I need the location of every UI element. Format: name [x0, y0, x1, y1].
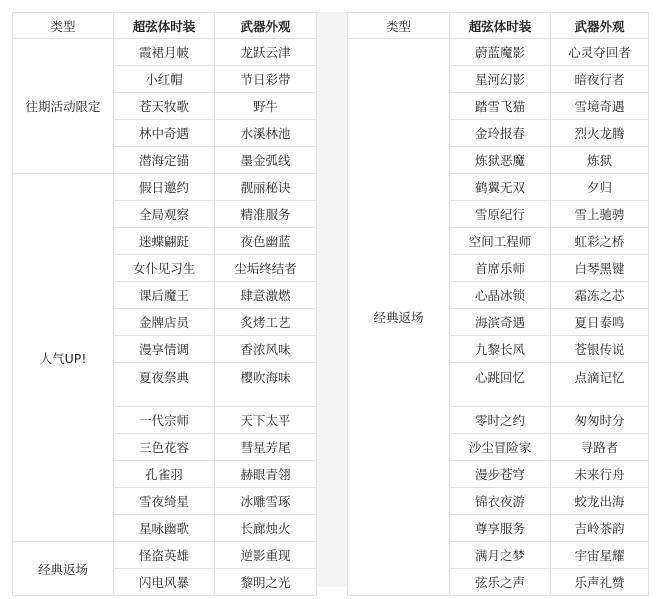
weapon-cell: 夜色幽蓝 [215, 228, 317, 255]
costume-cell: 漫步苍穹 [450, 461, 551, 488]
weapon-cell: 雪境奇遇 [551, 93, 649, 120]
weapon-cell: 夏日泰鸣 [551, 309, 649, 336]
weapon-cell: 蛟龙出海 [551, 488, 649, 515]
costume-cell: 金牌店员 [114, 309, 215, 336]
weapon-cell: 逆影重现 [215, 542, 317, 569]
right-table [347, 12, 649, 596]
costume-cell: 锦衣夜游 [450, 488, 551, 515]
weapon-cell: 雪上驰骋 [551, 201, 649, 228]
type-cell: 经典返场 [348, 39, 450, 596]
table-row [13, 542, 317, 569]
costume-cell: 一代宗师 [114, 407, 215, 434]
weapon-cell: 精准服务 [215, 201, 317, 228]
weapon-cell: 宇宙星耀 [551, 542, 649, 569]
costume-cell: 尊享服务 [450, 515, 551, 542]
table-row [13, 174, 317, 201]
weapon-cell: 虹彩之桥 [551, 228, 649, 255]
table-gap [316, 12, 347, 587]
weapon-cell: 尘垢终结者 [215, 255, 317, 282]
type-cell: 人气UP! [13, 174, 114, 542]
costume-cell: 小红帽 [114, 66, 215, 93]
costume-cell: 星咏幽歌 [114, 515, 215, 542]
table-row [348, 39, 649, 66]
costume-cell: 鹤翼无双 [450, 174, 551, 201]
costume-cell: 雪夜绮星 [114, 488, 215, 515]
costume-cell: 潜海定锚 [114, 147, 215, 174]
costume-cell: 心晶冰锁 [450, 282, 551, 309]
left-table [12, 12, 317, 596]
header-costume: 超弦体时装 [114, 13, 215, 39]
weapon-cell: 炙烤工艺 [215, 309, 317, 336]
costume-cell: 零时之约 [450, 407, 551, 434]
weapon-cell: 赫眼青翎 [215, 461, 317, 488]
costume-cell: 空间工程师 [450, 228, 551, 255]
header-weapon: 武器外观 [551, 13, 649, 39]
weapon-cell: 未来行舟 [551, 461, 649, 488]
left-table-body [13, 39, 317, 596]
weapon-cell: 乐声礼赞 [551, 569, 649, 596]
costume-cell: 林中奇遇 [114, 120, 215, 147]
weapon-cell: 彗星芳尾 [215, 434, 317, 461]
costume-cell: 闪电风暴 [114, 569, 215, 596]
weapon-cell: 香浓风味 [215, 336, 317, 363]
header-weapon: 武器外观 [215, 13, 317, 39]
weapon-cell: 靓丽秘诀 [215, 174, 317, 201]
weapon-cell: 长廊烛火 [215, 515, 317, 542]
weapon-cell: 霜冻之芯 [551, 282, 649, 309]
weapon-cell: 点滴记忆 [551, 363, 649, 407]
costume-cell: 海滨奇遇 [450, 309, 551, 336]
costume-cell: 沙尘冒险家 [450, 434, 551, 461]
costume-cell: 踏雪飞猫 [450, 93, 551, 120]
table-row [13, 39, 317, 66]
costume-cell: 弦乐之声 [450, 569, 551, 596]
costume-cell: 假日邀约 [114, 174, 215, 201]
costume-cell: 三色花容 [114, 434, 215, 461]
weapon-cell: 天下太平 [215, 407, 317, 434]
costume-cell: 蔚蓝魔影 [450, 39, 551, 66]
costume-cell: 怪盗英雄 [114, 542, 215, 569]
costume-cell: 首席乐师 [450, 255, 551, 282]
costume-cell: 漫享情调 [114, 336, 215, 363]
costume-cell: 女仆见习生 [114, 255, 215, 282]
weapon-cell: 黎明之光 [215, 569, 317, 596]
type-cell: 往期活动限定 [13, 39, 114, 174]
weapon-cell: 水溪林池 [215, 120, 317, 147]
costume-cell: 满月之梦 [450, 542, 551, 569]
costume-cell: 金玲报春 [450, 120, 551, 147]
header-type: 类型 [348, 13, 450, 39]
weapon-cell: 节日彩带 [215, 66, 317, 93]
type-cell: 经典返场 [13, 542, 114, 596]
costume-cell: 心跳回忆 [450, 363, 551, 407]
costume-cell: 星河幻影 [450, 66, 551, 93]
costume-cell: 雪原纪行 [450, 201, 551, 228]
weapon-cell: 龙跃云津 [215, 39, 317, 66]
weapon-cell: 樱吹海味 [215, 363, 317, 407]
right-header-row [348, 13, 649, 39]
costume-cell: 迷蝶翩跹 [114, 228, 215, 255]
weapon-cell: 暗夜行者 [551, 66, 649, 93]
weapon-cell: 苍银传说 [551, 336, 649, 363]
costume-cell: 九黎长风 [450, 336, 551, 363]
weapon-cell: 匆匆时分 [551, 407, 649, 434]
left-header-row [13, 13, 317, 39]
header-costume: 超弦体时装 [450, 13, 551, 39]
right-table-body [348, 39, 649, 596]
costume-cell: 霞裙月帔 [114, 39, 215, 66]
costume-cell: 苍天牧歌 [114, 93, 215, 120]
weapon-cell: 炼狱 [551, 147, 649, 174]
weapon-cell: 夕归 [551, 174, 649, 201]
weapon-cell: 肆意激燃 [215, 282, 317, 309]
costume-cell: 孔雀羽 [114, 461, 215, 488]
weapon-cell: 冰雕雪琢 [215, 488, 317, 515]
costume-cell: 炼狱恶魔 [450, 147, 551, 174]
costume-cell: 课后魔王 [114, 282, 215, 309]
weapon-cell: 烈火龙腾 [551, 120, 649, 147]
weapon-cell: 墨金弧线 [215, 147, 317, 174]
weapon-cell: 心灵夺回者 [551, 39, 649, 66]
costume-cell: 全局观察 [114, 201, 215, 228]
header-type: 类型 [13, 13, 114, 39]
costume-cell: 夏夜祭典 [114, 363, 215, 407]
weapon-cell: 寻路者 [551, 434, 649, 461]
weapon-cell: 白琴黑键 [551, 255, 649, 282]
weapon-cell: 吉岭茶韵 [551, 515, 649, 542]
weapon-cell: 野牛 [215, 93, 317, 120]
